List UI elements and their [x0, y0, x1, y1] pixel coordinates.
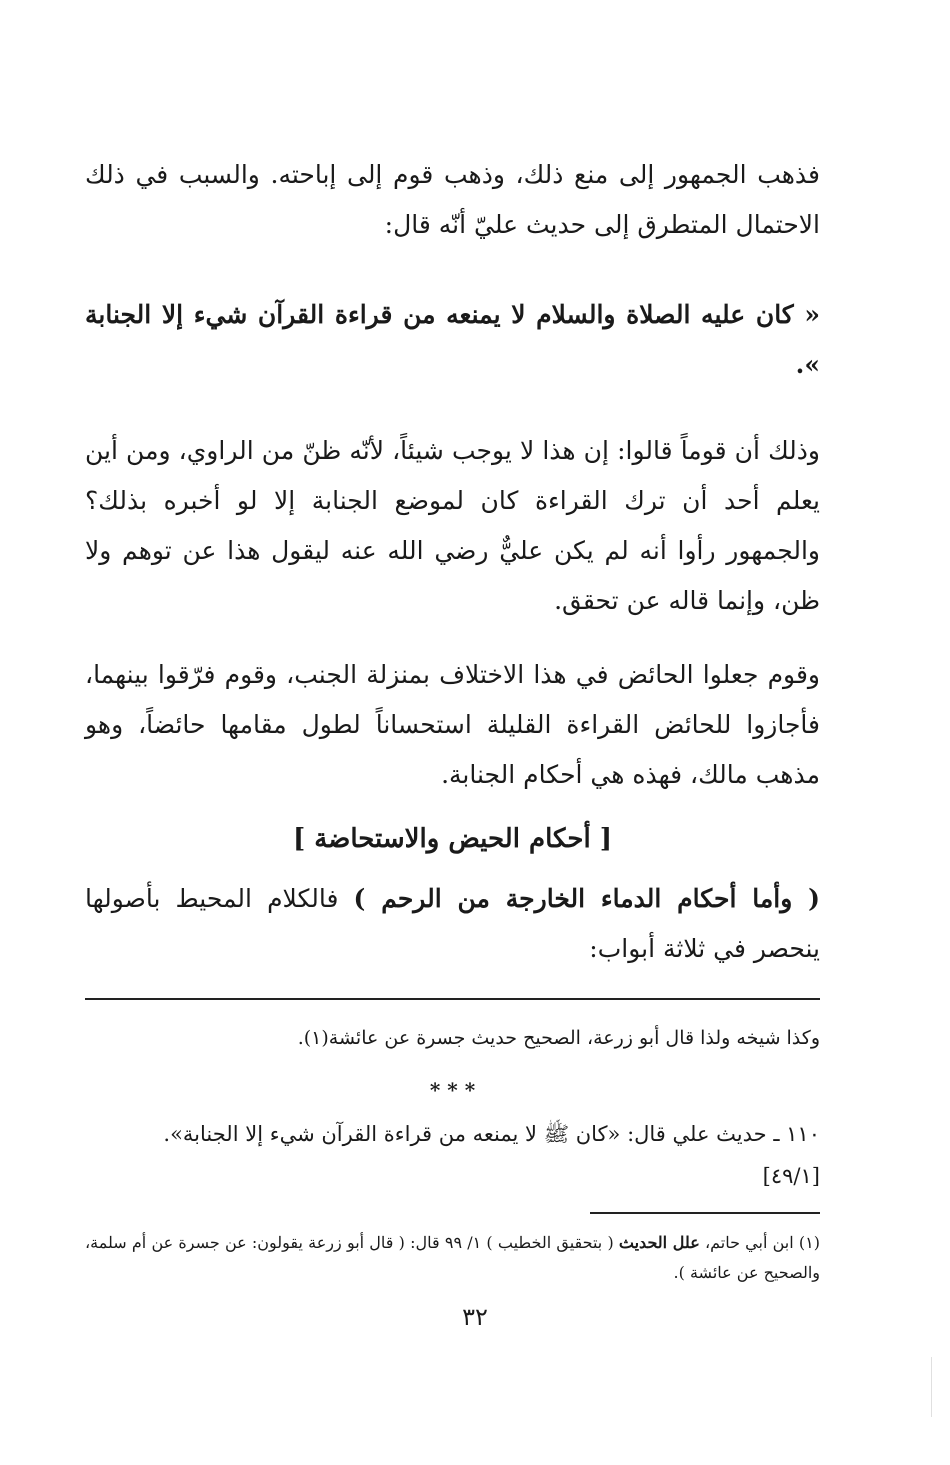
- hadith-reference: [٤٩/١]: [762, 1164, 820, 1188]
- commentary-note: وكذا شيخه ولذا قال أبو زرعة، الصحيح حديث جسرة عن عائشة(١).: [297, 1027, 820, 1049]
- hadith-entry: ١١٠ ـ حديث علي قال: «كان ﷺ لا يمنعه من قراءة القرآن شيء إلا الجنابة».: [163, 1122, 820, 1146]
- section-separator: * * *: [429, 1078, 476, 1102]
- hadith-quote: « كان عليه الصلاة والسلام لا يمنعه من قراءة القرآن شيء إلا الجنابة ».: [85, 300, 820, 379]
- page-number: ٣٢: [462, 1303, 488, 1331]
- scan-edge-mark: [931, 1357, 932, 1417]
- page-body: [85, 150, 820, 1288]
- footnote-text-start: (١) ابن أبي حاتم،: [699, 1233, 820, 1252]
- paragraph-explanation: وذلك أن قوماً قالوا: إن هذا لا يوجب شيئاً، لأنّه ظنّ من الراوي، ومن أين يعلم أحد أن ترك القراءة كان لموضع الجنابة إلا لو أخبره بذلك؟ والجمهور رأوا أنه لم يكن عليٌّ رضي الله عنه ليقول هذا عن توهم ولا ظن، وإنما قاله عن تحقق.: [85, 436, 820, 615]
- section-lead-text: فالكلام المحيط بأصولها ينحصر في ثلاثة أبواب:: [85, 884, 820, 963]
- section-lead: [85, 874, 820, 974]
- divider-line: [85, 998, 820, 1000]
- paragraph-menstruation: وقوم جعلوا الحائض في هذا الاختلاف بمنزلة الجنب، وقوم فرّقوا بينهما، فأجازوا للحائض القراءة القليلة استحساناً لطول مقامها حائضاً، وهو مذهب مالك، فهذه هي أحكام الجنابة.: [85, 660, 820, 789]
- paragraph-intro: فذهب الجمهور إلى منع ذلك، وذهب قوم إلى إباحته. والسبب في ذلك الاحتمال المتطرق إلى حديث عليّ أنّه قال:: [85, 160, 820, 239]
- section-lead-bold: ( وأما أحكام الدماء الخارجة من الرحم ): [353, 884, 820, 913]
- section-heading: [ أحكام الحيض والاستحاضة ]: [292, 824, 613, 854]
- footnote-text-end: ( بتحقيق الخطيب ) ١/ ٩٩ قال: ( قال أبو زرعة يقولون: عن جسرة عن أم سلمة، والصحيح عن عائشة ).: [85, 1233, 820, 1282]
- footnote-book-title: علل الحديث: [618, 1233, 700, 1252]
- footnote-divider: [590, 1212, 820, 1214]
- footnote: [85, 1228, 820, 1288]
